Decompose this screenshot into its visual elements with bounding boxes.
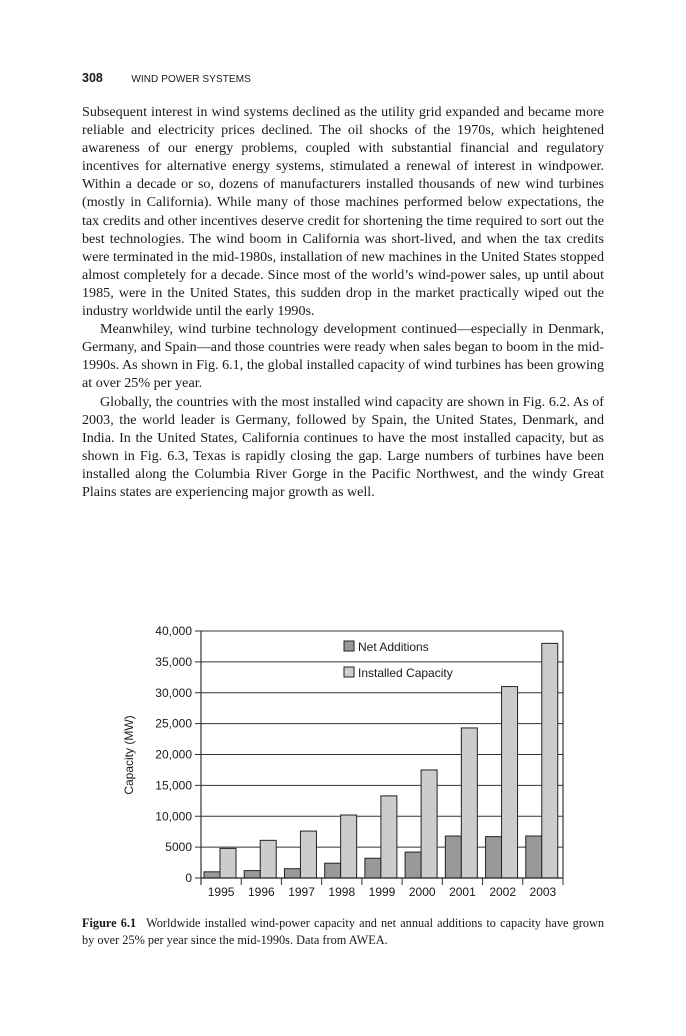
bar-installed-capacity-2001 <box>461 728 477 878</box>
paragraph: Subsequent interest in wind systems declined as the utility grid expanded and became more reliable and electricity prices declined. The oil shocks of the 1970s, which heightened awareness of our energy problems, coupled with substantial financial and regulatory incentives for alternative energy systems, stimulated a renewal of interest in windpower. Within a decade or so, dozens of manufacturers installed thousands of new wind turbines (mostly in California). While many of those machines performed below expectations, the tax credits and other incentives deserve credit for shortening the time required to sort out the best technologies. The wind boom in California was short-lived, and when the tax credits were terminated in the mid-1980s, installation of new machines in the United States stopped almost completely for a decade. Since most of the world’s wind-power sales, up until about 1985, were in the United States, this sudden drop in the market practically wiped out the industry worldwide until the early 1990s. <box>82 104 604 320</box>
x-tick-label: 1999 <box>368 885 396 899</box>
bar-net-additions-1996 <box>244 871 260 878</box>
bar-net-additions-2000 <box>405 852 421 878</box>
x-tick-label: 2003 <box>529 885 557 899</box>
bar-installed-capacity-1996 <box>260 840 276 878</box>
bar-installed-capacity-2002 <box>502 687 518 878</box>
legend <box>344 640 453 680</box>
bar-net-additions-1999 <box>365 858 381 878</box>
y-tick-label: 0 <box>185 871 192 885</box>
bar-net-additions-1997 <box>284 869 300 878</box>
y-tick-label: 5000 <box>165 840 192 855</box>
x-tick-label: 2002 <box>489 885 517 899</box>
bar-net-additions-2002 <box>486 837 502 878</box>
x-tick-label: 1997 <box>288 885 315 899</box>
paragraph: Globally, the countries with the most installed wind capacity are shown in Fig. 6.2. As of 2003, the world leader is Germany, followed by Spain, the United States, Denmark, and India. In the United States, California continues to have the most installed capacity, but as shown in Fig. 6.3, Texas is rapidly closing the gap. Large numbers of turbines have been installed along the Columbia River Gorge in the Pacific Northwest, and the windy Great Plains states are experiencing major growth as well. <box>82 393 604 500</box>
x-tick-label: 1995 <box>207 885 235 899</box>
x-tick-label: 1998 <box>328 885 356 899</box>
page-number: 308 <box>82 71 103 85</box>
x-tick-label: 1996 <box>247 885 275 899</box>
figure-caption <box>82 915 604 949</box>
x-tick-label: 2001 <box>449 885 476 899</box>
bar-net-additions-1995 <box>204 872 220 878</box>
x-tick-label: 2000 <box>408 885 436 899</box>
bar-installed-capacity-1995 <box>220 848 236 878</box>
legend-label-installed-capacity: Installed Capacity <box>358 666 453 680</box>
bar-net-additions-1998 <box>325 863 341 878</box>
figure-label: Figure 6.1 <box>82 916 137 930</box>
y-tick-label: 20,000 <box>155 747 192 762</box>
bar-installed-capacity-1997 <box>300 831 316 878</box>
bar-installed-capacity-1998 <box>341 815 357 878</box>
legend-label-net-additions: Net Additions <box>358 640 429 654</box>
bar-net-additions-2003 <box>526 836 542 878</box>
y-tick-label: 10,000 <box>155 809 192 824</box>
running-title: WIND POWER SYSTEMS <box>131 74 251 85</box>
bar-installed-capacity-2000 <box>421 770 437 878</box>
y-tick-label: 25,000 <box>155 716 192 731</box>
y-tick-label: 35,000 <box>155 654 192 669</box>
y-tick-label: 30,000 <box>155 685 192 700</box>
bar-net-additions-2001 <box>445 836 461 878</box>
caption-text: Worldwide installed wind-power capacity and net annual additions to capacity have grown by over 25% per year since the mid-1990s. Data from AWEA. <box>82 916 604 947</box>
y-tick-label: 15,000 <box>155 778 192 793</box>
y-axis-label: Capacity (MW) <box>122 715 136 795</box>
legend-swatch-net-additions <box>344 641 354 651</box>
legend-swatch-installed-capacity <box>344 667 354 677</box>
bar-installed-capacity-1999 <box>381 796 397 878</box>
paragraph: Meanwhiley, wind turbine technology development continued—especially in Denmark, Germany, and Spain—and those countries were ready when sales began to boom in the mid-1990s. As shown in Fig. 6.1, the global installed capacity of wind turbines has been growing at over 25% per year. <box>82 321 604 392</box>
y-tick-label: 40,000 <box>155 624 192 638</box>
bar-installed-capacity-2003 <box>542 643 558 878</box>
